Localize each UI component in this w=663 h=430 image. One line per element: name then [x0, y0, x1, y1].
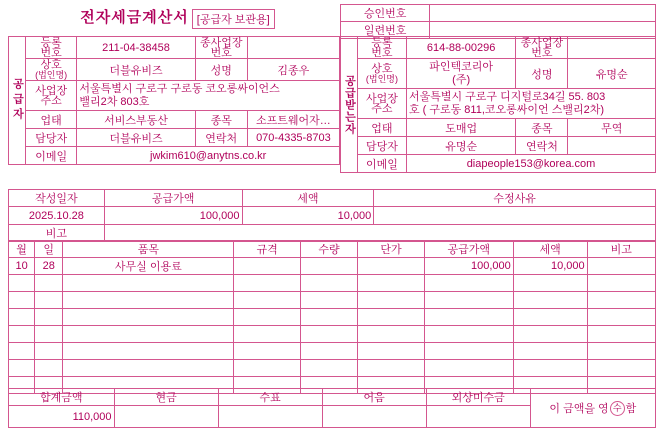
- supplier-branchno-label-line2: 번호: [210, 46, 232, 59]
- row-unit-price: [358, 360, 424, 377]
- row-spec: [234, 343, 300, 360]
- row-item-name: [63, 360, 234, 377]
- buyer-address-label: [357, 89, 406, 119]
- row-month: [9, 326, 35, 343]
- row-supply: [424, 275, 513, 292]
- col-item-name: 품목: [63, 241, 234, 258]
- supplier-regno-label: [25, 37, 76, 59]
- row-qty: [300, 258, 357, 275]
- col-qty: 수량: [300, 241, 357, 258]
- footer-totals-table: [8, 388, 656, 428]
- write-date-label: 작성일자: [9, 190, 105, 207]
- supplier-company-label: [25, 59, 76, 81]
- row-day: [35, 292, 63, 309]
- row-supply: 100,000: [424, 258, 513, 275]
- summary-supply-label: 공급가액: [104, 190, 242, 207]
- buyer-address-label-line1: 사업장: [365, 92, 398, 105]
- buyer-manager-value[interactable]: 유명순: [406, 137, 515, 155]
- row-supply: [424, 343, 513, 360]
- row-qty: [300, 275, 357, 292]
- row-qty: [300, 343, 357, 360]
- row-unit-price: [358, 292, 424, 309]
- claim-prefix: 이 금액을 영: [549, 402, 609, 415]
- row-tax: [513, 275, 587, 292]
- buyer-company-value-line1: 파인텍코리아: [429, 60, 494, 73]
- row-unit-price: [358, 326, 424, 343]
- buyer-branchno-label-line2: 번호: [531, 46, 553, 59]
- claim-circle-mark: 수: [610, 401, 625, 416]
- col-tax: 세액: [513, 241, 587, 258]
- supplier-contact-label: 연락처: [195, 129, 247, 147]
- supplier-contact-value[interactable]: 070-4335-8703: [247, 129, 339, 147]
- row-supply: [424, 309, 513, 326]
- cash-label: 현금: [114, 389, 218, 406]
- buyer-company-label: [357, 59, 406, 89]
- row-item-name: [63, 309, 234, 326]
- document-title-area: [10, 6, 345, 32]
- summary-supply-value[interactable]: 100,000: [104, 207, 242, 225]
- row-item-name: [63, 326, 234, 343]
- row-month: [9, 343, 35, 360]
- row-day: [35, 326, 63, 343]
- supplier-manager-value[interactable]: 더블유비즈: [77, 129, 195, 147]
- credit-value[interactable]: [426, 406, 530, 428]
- row-spec: [234, 309, 300, 326]
- row-tax: [513, 292, 587, 309]
- total-amount-label: 합계금액: [9, 389, 115, 406]
- page-title: 전자세금계산서: [80, 9, 189, 26]
- buyer-item-value[interactable]: 무역: [568, 119, 656, 137]
- supplier-biztype-label: 업태: [25, 111, 76, 129]
- serial-no-label: 일련번호: [341, 22, 430, 39]
- supplier-item-label: 종목: [195, 111, 247, 129]
- row-spec: [234, 360, 300, 377]
- row-note: [587, 258, 655, 275]
- row-month: [9, 309, 35, 326]
- buyer-biztype-value[interactable]: 도매업: [406, 119, 515, 137]
- approval-no-label: 승인번호: [341, 5, 430, 22]
- row-note: [587, 292, 655, 309]
- supplier-manager-label: 담당자: [25, 129, 76, 147]
- row-spec: [234, 275, 300, 292]
- row-unit-price: [358, 275, 424, 292]
- row-day: [35, 360, 63, 377]
- check-label: 수표: [218, 389, 322, 406]
- claim-statement: [530, 389, 655, 428]
- row-qty: [300, 326, 357, 343]
- write-date-value[interactable]: 2025.10.28: [9, 207, 105, 225]
- amend-reason-value[interactable]: [374, 207, 656, 225]
- supplier-branchno-label: [195, 37, 247, 59]
- summary-tax-value[interactable]: 10,000: [242, 207, 374, 225]
- supplier-regno-label-line1: 등록: [40, 36, 62, 49]
- row-month: [9, 275, 35, 292]
- row-item-name: 사무실 이용료: [63, 258, 234, 275]
- promissory-note-label: 어음: [322, 389, 426, 406]
- table-row[interactable]: [9, 309, 656, 326]
- supplier-email-value[interactable]: jwkim610@anytns.co.kr: [77, 147, 340, 165]
- supplier-biztype-value[interactable]: 서비스부동산: [77, 111, 195, 129]
- row-note: [587, 326, 655, 343]
- total-amount-value[interactable]: 110,000: [9, 406, 115, 428]
- row-day: [35, 275, 63, 292]
- supplier-address-label: [25, 81, 76, 111]
- buyer-regno-label-line1: 등록: [371, 36, 393, 49]
- claim-suffix: 함: [625, 402, 637, 415]
- supplier-regno-value[interactable]: 211-04-38458: [77, 37, 195, 59]
- summary-tax-label: 세액: [242, 190, 374, 207]
- supplier-address-label-line1: 사업장: [35, 84, 68, 97]
- buyer-branchno-label-line1: 종사업장: [520, 36, 564, 49]
- supplier-address-label-line2: 주소: [40, 94, 62, 107]
- row-spec: [234, 292, 300, 309]
- supplier-item-value[interactable]: 소프트웨어자…: [247, 111, 339, 129]
- row-item-name: [63, 275, 234, 292]
- row-day: [35, 343, 63, 360]
- row-unit-price: [358, 343, 424, 360]
- supplier-branchno-label-line1: 종사업장: [199, 36, 243, 49]
- buyer-biztype-label: 업태: [357, 119, 406, 137]
- buyer-regno-value[interactable]: 614-88-00296: [406, 37, 515, 59]
- row-qty: [300, 309, 357, 326]
- buyer-name-label: 성명: [516, 59, 568, 89]
- approval-no-value[interactable]: [430, 5, 656, 22]
- supplier-branchno-value[interactable]: [247, 37, 339, 59]
- row-spec: [234, 258, 300, 275]
- supplier-company-value[interactable]: 더블유비즈: [77, 59, 195, 81]
- row-tax: 10,000: [513, 258, 587, 275]
- supplier-address-value-line1: 서울특별시 구로구 구로동 코오롱싸이언스: [79, 82, 280, 95]
- row-month: 10: [9, 258, 35, 275]
- row-day: 28: [35, 258, 63, 275]
- check-value[interactable]: [218, 406, 322, 428]
- table-row[interactable]: [9, 343, 656, 360]
- buyer-contact-label: 연락처: [516, 137, 568, 155]
- buyer-branchno-label: [516, 37, 568, 59]
- supplier-email-label: 이메일: [25, 147, 76, 165]
- table-row[interactable]: [9, 275, 656, 292]
- row-tax: [513, 360, 587, 377]
- table-row[interactable]: [9, 258, 656, 275]
- buyer-address-value[interactable]: [406, 89, 655, 119]
- buyer-name-value[interactable]: 유명순: [568, 59, 656, 89]
- row-note: [587, 309, 655, 326]
- buyer-company-label-sub: (법인명): [365, 73, 398, 84]
- table-row[interactable]: [9, 326, 656, 343]
- col-day: 일: [35, 241, 63, 258]
- col-unit-price: 단가: [358, 241, 424, 258]
- cash-value[interactable]: [114, 406, 218, 428]
- row-supply: [424, 326, 513, 343]
- row-unit-price: [358, 309, 424, 326]
- item-lines-table: [8, 240, 656, 394]
- credit-label: 외상미수금: [426, 389, 530, 406]
- amend-reason-label: 수정사유: [374, 190, 656, 207]
- approval-serial-table: [340, 4, 656, 39]
- row-note: [587, 343, 655, 360]
- supplier-name-label: 성명: [195, 59, 247, 81]
- row-spec: [234, 326, 300, 343]
- row-day: [35, 309, 63, 326]
- title-suffix-badge: [공급자 보관용]: [192, 9, 275, 29]
- col-spec: 규격: [234, 241, 300, 258]
- row-unit-price: [358, 258, 424, 275]
- buyer-company-label-main: 상호: [371, 62, 393, 75]
- col-supply: 공급가액: [424, 241, 513, 258]
- row-qty: [300, 292, 357, 309]
- supplier-address-value-line2: 밸리2차 803호: [79, 95, 150, 108]
- supplier-company-label-sub: (법인명): [35, 69, 68, 80]
- supplier-name-value[interactable]: 김종우: [247, 59, 339, 81]
- buyer-address-label-line2: 주소: [371, 102, 393, 115]
- buyer-email-label: 이메일: [357, 155, 406, 173]
- table-row[interactable]: [9, 292, 656, 309]
- supplier-regno-label-line2: 번호: [40, 46, 62, 59]
- buyer-side-label: 공급받는자: [341, 37, 358, 173]
- buyer-company-value[interactable]: [406, 59, 515, 89]
- buyer-regno-label-line2: 번호: [371, 46, 393, 59]
- buyer-regno-label: [357, 37, 406, 59]
- row-qty: [300, 360, 357, 377]
- summary-table: [8, 189, 656, 242]
- row-tax: [513, 326, 587, 343]
- row-month: [9, 292, 35, 309]
- col-month: 월: [9, 241, 35, 258]
- buyer-contact-value[interactable]: [568, 137, 656, 155]
- row-tax: [513, 309, 587, 326]
- row-note: [587, 360, 655, 377]
- supplier-company-label-main: 상호: [40, 58, 62, 71]
- buyer-address-value-line1: 서울특별시 구로구 디지털로34길 55. 803: [408, 90, 606, 103]
- buyer-manager-label: 담당자: [357, 137, 406, 155]
- row-note: [587, 275, 655, 292]
- table-row[interactable]: [9, 360, 656, 377]
- row-supply: [424, 360, 513, 377]
- supplier-address-value[interactable]: [77, 81, 340, 111]
- supplier-side-label: 공급자: [9, 37, 26, 165]
- buyer-table: [340, 36, 656, 173]
- memo-value[interactable]: [104, 225, 655, 242]
- buyer-branchno-value[interactable]: [568, 37, 656, 59]
- buyer-address-value-line2: 호 ( 구로동 811,코오롱싸이언 스밸리2차): [408, 103, 604, 116]
- buyer-email-value[interactable]: diapeople153@korea.com: [406, 155, 655, 173]
- row-item-name: [63, 343, 234, 360]
- row-tax: [513, 343, 587, 360]
- row-month: [9, 360, 35, 377]
- row-supply: [424, 292, 513, 309]
- supplier-table: [8, 36, 340, 165]
- promissory-note-value[interactable]: [322, 406, 426, 428]
- buyer-company-value-line2: (주): [452, 73, 471, 86]
- buyer-item-label: 종목: [516, 119, 568, 137]
- col-note: 비고: [587, 241, 655, 258]
- memo-label: 비고: [9, 225, 105, 242]
- row-item-name: [63, 292, 234, 309]
